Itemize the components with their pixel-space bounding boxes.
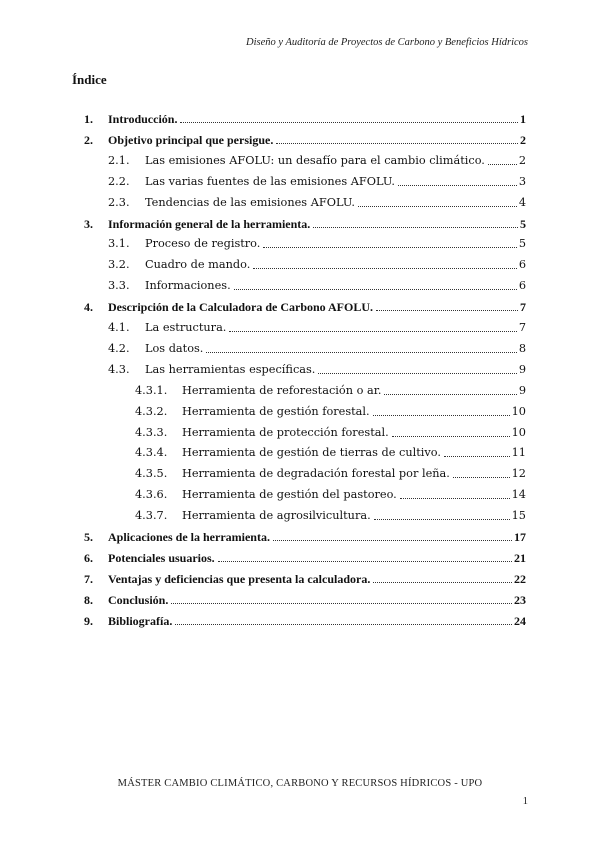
toc-entry[interactable] bbox=[0, 461, 600, 481]
toc-entry-page: 14 bbox=[511, 488, 526, 502]
toc-entry-line bbox=[145, 258, 526, 272]
toc-entry-title: Herramienta de gestión del pastoreo. bbox=[182, 488, 397, 502]
toc-dot-leader bbox=[400, 497, 510, 499]
toc-entry-line bbox=[108, 112, 526, 126]
toc-entry-number: 1. bbox=[84, 112, 93, 126]
toc-entry-number: 5. bbox=[84, 530, 93, 544]
toc-entry-title: Las emisiones AFOLU: un desafío para el cambio climático. bbox=[145, 153, 485, 167]
toc-entry-title: Aplicaciones de la herramienta. bbox=[108, 530, 270, 544]
toc-dot-leader bbox=[358, 205, 517, 207]
toc-entry-page: 10 bbox=[511, 404, 526, 418]
toc-entry-number: 4.3.7. bbox=[135, 509, 168, 523]
toc-entry[interactable] bbox=[0, 231, 600, 251]
toc-entry-line bbox=[145, 279, 526, 293]
toc-dot-leader bbox=[263, 246, 516, 248]
toc-entry[interactable] bbox=[0, 608, 600, 628]
toc-entry-title: Herramienta de degradación forestal por leña. bbox=[182, 467, 450, 481]
toc-entry-line bbox=[108, 530, 526, 544]
toc-entry-title: Ventajas y deficiencias que presenta la calculadora. bbox=[108, 571, 371, 586]
toc-entry[interactable] bbox=[0, 127, 600, 147]
toc-entry-line bbox=[182, 446, 526, 460]
toc-entry-number: 2.1. bbox=[108, 153, 130, 167]
toc-entry[interactable] bbox=[0, 503, 600, 523]
toc-dot-leader bbox=[313, 226, 518, 228]
toc-entry-page: 6 bbox=[518, 258, 526, 272]
toc-entry-title: Objetivo principal que persigue. bbox=[108, 132, 274, 147]
toc-entry-title: Introducción. bbox=[108, 112, 178, 126]
toc-entry-line bbox=[145, 363, 526, 377]
toc-entry[interactable] bbox=[0, 378, 600, 398]
toc-entry-number: 3.1. bbox=[108, 237, 130, 251]
toc-dot-leader bbox=[273, 539, 512, 541]
toc-entry-title: Los datos. bbox=[145, 341, 204, 355]
toc-entry[interactable] bbox=[0, 315, 600, 335]
toc-entry[interactable] bbox=[0, 106, 600, 126]
toc-entry[interactable] bbox=[0, 524, 600, 544]
toc-entry-title: Herramienta de agrosilvicultura. bbox=[182, 509, 371, 523]
toc-entry-line bbox=[108, 614, 526, 628]
toc-dot-leader bbox=[171, 602, 512, 604]
toc-entry-title: Potenciales usuarios. bbox=[108, 550, 215, 565]
toc-entry-page: 5 bbox=[518, 237, 526, 251]
toc-dot-leader bbox=[392, 435, 510, 437]
toc-entry-number: 9. bbox=[84, 613, 93, 628]
toc-entry-number: 3. bbox=[84, 216, 93, 231]
toc-dot-leader bbox=[229, 330, 516, 332]
toc-entry-line bbox=[145, 237, 526, 251]
toc-dot-leader bbox=[175, 623, 512, 625]
toc-dot-leader bbox=[384, 393, 516, 395]
toc-entry[interactable] bbox=[0, 273, 600, 293]
toc-entry-title: Descripción de la Calculadora de Carbono AFOLU. bbox=[108, 300, 374, 315]
toc-entry-page: 21 bbox=[514, 550, 526, 565]
toc-entry-title: Herramienta de gestión forestal. bbox=[182, 404, 370, 418]
toc-entry-page: 2 bbox=[518, 153, 526, 167]
toc-entry-line bbox=[182, 384, 526, 398]
toc-entry-page: 10 bbox=[511, 425, 526, 439]
toc-entry-title: Proceso de registro. bbox=[145, 237, 261, 251]
toc-entry-line bbox=[108, 133, 526, 147]
toc-entry-title: Tendencias de las emisiones AFOLU. bbox=[145, 195, 355, 209]
toc-entry-number: 4.1. bbox=[108, 321, 130, 334]
toc-entry-page: 5 bbox=[520, 216, 526, 231]
toc-entry-number: 4.3.2. bbox=[135, 404, 168, 418]
toc-dot-leader bbox=[453, 476, 510, 478]
toc-entry-number: 3.3. bbox=[108, 279, 130, 293]
toc-entry-page: 17 bbox=[514, 530, 526, 544]
toc-entry-title: Informaciones. bbox=[145, 279, 231, 293]
toc-entry[interactable] bbox=[0, 357, 600, 377]
toc-entry-title: Bibliografía. bbox=[108, 613, 173, 628]
toc-entry-page: 22 bbox=[514, 571, 526, 586]
toc-dot-leader bbox=[373, 581, 512, 583]
toc-entry[interactable] bbox=[0, 399, 600, 419]
toc-entry[interactable] bbox=[0, 440, 600, 460]
toc-dot-leader bbox=[373, 414, 510, 416]
toc-entry-page: 8 bbox=[518, 341, 526, 355]
toc-entry-line bbox=[108, 593, 526, 607]
toc-entry-page: 7 bbox=[520, 300, 526, 315]
toc-entry-page: 9 bbox=[518, 362, 526, 376]
toc-entry-number: 4.3.6. bbox=[135, 488, 168, 502]
toc-entry-line bbox=[182, 467, 526, 481]
toc-entry-page: 12 bbox=[511, 467, 526, 481]
running-header: Diseño y Auditoría de Proyectos de Carbono y Beneficios Hídricos bbox=[246, 37, 528, 48]
page-footer: MÁSTER CAMBIO CLIMÁTICO, CARBONO Y RECURSOS HÍDRICOS - UPO bbox=[117, 778, 483, 789]
toc-entry-line bbox=[108, 217, 526, 231]
toc-entry-number: 4.2. bbox=[108, 341, 130, 355]
toc-entry[interactable] bbox=[0, 169, 600, 189]
toc-entry-page: 7 bbox=[518, 321, 526, 334]
toc-entry-line bbox=[182, 509, 526, 523]
toc-entry-line bbox=[108, 300, 526, 314]
toc-dot-leader bbox=[374, 518, 510, 520]
toc-entry-line bbox=[182, 488, 526, 502]
toc-entry-number: 2.3. bbox=[108, 195, 130, 209]
toc-dot-leader bbox=[234, 288, 517, 290]
toc-dot-leader bbox=[206, 351, 516, 353]
toc-entry[interactable] bbox=[0, 252, 600, 272]
toc-entry-title: Conclusión. bbox=[108, 592, 169, 607]
page-number: 1 bbox=[522, 796, 528, 807]
toc-entry-number: 4.3.4. bbox=[135, 446, 168, 460]
toc-entry[interactable] bbox=[0, 545, 600, 565]
toc-entry[interactable] bbox=[0, 294, 600, 314]
toc-entry-page: 24 bbox=[514, 613, 526, 628]
toc-entry-title: Herramienta de gestión de tierras de cultivo. bbox=[182, 446, 441, 460]
toc-entry[interactable] bbox=[0, 336, 600, 356]
toc-entry-number: 2. bbox=[84, 132, 93, 147]
toc-entry-line bbox=[145, 196, 526, 210]
toc-entry[interactable] bbox=[0, 211, 600, 231]
toc-entry-page: 4 bbox=[518, 195, 526, 209]
toc-entry-number: 7. bbox=[84, 571, 93, 586]
toc-dot-leader bbox=[398, 184, 517, 186]
toc-entry-page: 11 bbox=[511, 446, 526, 460]
toc-entry-number: 8. bbox=[84, 592, 93, 607]
toc-dot-leader bbox=[180, 121, 518, 123]
toc-entry-number: 2.2. bbox=[108, 174, 130, 188]
toc-entry-line bbox=[108, 572, 526, 586]
toc-entry-line bbox=[182, 405, 526, 419]
toc-entry-page: 3 bbox=[518, 174, 526, 188]
toc-dot-leader bbox=[488, 163, 517, 165]
toc-entry-title: Las herramientas específicas. bbox=[145, 362, 316, 376]
toc-entry-page: 15 bbox=[511, 509, 526, 523]
toc-entry-line bbox=[145, 175, 526, 189]
toc-dot-leader bbox=[253, 267, 516, 269]
toc-entry-number: 4.3.3. bbox=[135, 425, 168, 439]
toc-entry-number: 4. bbox=[84, 300, 93, 315]
toc-entry-number: 4.3. bbox=[108, 362, 130, 376]
toc-entry-number: 4.3.1. bbox=[135, 383, 168, 397]
toc-dot-leader bbox=[376, 309, 518, 311]
toc-entry-page: 6 bbox=[518, 279, 526, 293]
toc-dot-leader bbox=[318, 372, 516, 374]
toc-entry[interactable] bbox=[0, 482, 600, 502]
toc-entry-title: La estructura. bbox=[145, 321, 227, 334]
toc-title: Índice bbox=[72, 72, 107, 87]
toc-dot-leader bbox=[276, 142, 518, 144]
toc-entry-line bbox=[145, 321, 526, 335]
toc-entry[interactable] bbox=[0, 420, 600, 440]
toc-entry-title: Las varias fuentes de las emisiones AFOLU. bbox=[145, 174, 395, 188]
toc-entry-line bbox=[182, 426, 526, 440]
toc-entry[interactable] bbox=[0, 148, 600, 168]
toc-entry-page: 23 bbox=[514, 592, 526, 607]
toc-entry-line bbox=[145, 342, 526, 356]
toc-entry[interactable] bbox=[0, 190, 600, 210]
toc-entry-title: Herramienta de protección forestal. bbox=[182, 425, 389, 439]
toc-entry-line bbox=[108, 551, 526, 565]
toc-dot-leader bbox=[444, 455, 510, 457]
toc-entry-title: Información general de la herramienta. bbox=[108, 216, 311, 231]
toc-entry-line bbox=[145, 154, 526, 168]
toc-entry-title: Cuadro de mando. bbox=[145, 258, 251, 272]
toc-entry-page: 9 bbox=[518, 383, 526, 397]
toc-entry[interactable] bbox=[0, 566, 600, 586]
toc-entry-page: 1 bbox=[520, 112, 526, 126]
toc-entry-number: 4.3.5. bbox=[135, 467, 168, 481]
toc-entry-number: 3.2. bbox=[108, 258, 130, 272]
toc-entry-number: 6. bbox=[84, 550, 93, 565]
toc-dot-leader bbox=[218, 560, 512, 562]
toc-entry[interactable] bbox=[0, 587, 600, 607]
toc-entry-title: Herramienta de reforestación o ar. bbox=[182, 383, 382, 397]
toc-entry-page: 2 bbox=[520, 132, 526, 147]
